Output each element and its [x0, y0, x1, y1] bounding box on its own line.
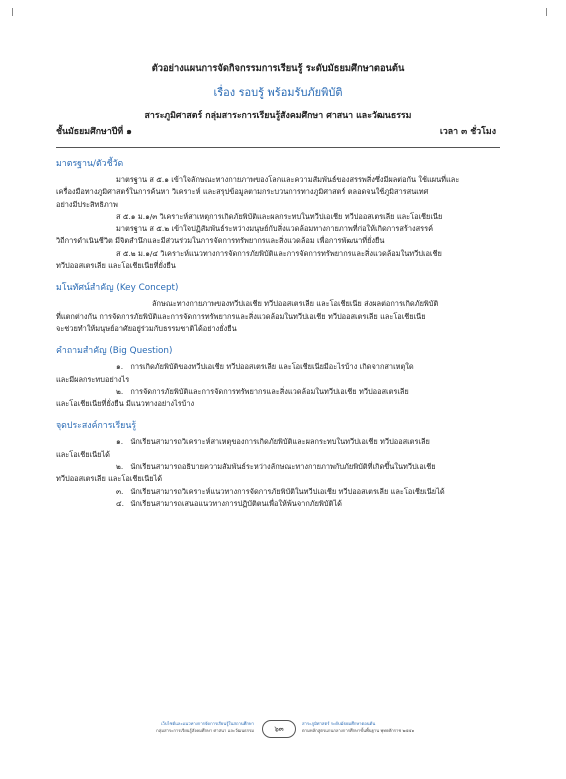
item-number: ๑.: [116, 437, 124, 447]
standards-line: วิถีการดำเนินชีวิต มีจิตสำนึกและมีส่วนร่วมในการจัดการทรัพยากรและสิ่งแวดล้อม เพื่อการพัฒนาที่ยั่งยืน: [56, 236, 385, 246]
item-text: การจัดการภัยพิบัติและการจัดการทรัพยากรและสิ่งแวดล้อมในทวีปเอเชีย ทวีปออสเตรเลีย: [130, 386, 409, 396]
objective-line: และโอเชียเนียได้: [56, 449, 110, 459]
key-concept-line: ที่แตกต่างกัน การจัดการภัยพิบัติและการจัดการทรัพยากรและสิ่งแวดล้อมในทวีปเอเชีย ทวีปออสเตรเลีย และโอเชียเนีย: [56, 311, 426, 321]
page-footer: [56, 720, 500, 742]
document-title: ตัวอย่างแผนการจัดกิจกรรมการเรียนรู้ ระดับมัธยมศึกษาตอนต้น: [151, 63, 405, 74]
standards-line: ส ๕.๑ ม.๑/๓ วิเคราะห์สาเหตุการเกิดภัยพิบัติและผลกระทบในทวีปเอเชีย ทวีปออสเตรเลีย และโอเชียเนีย: [116, 211, 443, 221]
standards-line: อย่างมีประสิทธิภาพ: [56, 199, 118, 209]
objective-line: ทวีปออสเตรเลีย และโอเชียเนียได้: [56, 474, 163, 484]
item-text: นักเรียนสามารถวิเคราะห์สาเหตุของการเกิดภัยพิบัติและผลกระทบในทวีปเอเชีย ทวีปออสเตรเลีย: [130, 437, 430, 447]
standards-line: มาตรฐาน ส ๕.๒ เข้าใจปฏิสัมพันธ์ระหว่างมนุษย์กับสิ่งแวดล้อมทางกายภาพที่ก่อให้เกิดการสร้างสรรค์: [116, 224, 434, 234]
crop-mark-right: [546, 8, 547, 16]
lesson-duration: เวลา ๓ ชั่วโมง: [439, 127, 496, 137]
grade-level: ชั้นมัธยมศึกษาปีที่ ๑: [56, 127, 132, 137]
standards-line: เครื่องมือทางภูมิศาสตร์ในการค้นหา วิเคราะห์ และสรุปข้อมูลตามกระบวนการทางภูมิศาสตร์ ตลอดจนใช้ภูมิสารสนเทศ: [56, 187, 429, 197]
header-divider: [56, 147, 500, 148]
key-concept-line: ลักษณะทางกายภาพของทวีปเอเชีย ทวีปออสเตรเลีย และโอเชียเนีย ส่งผลต่อการเกิดภัยพิบัติ: [152, 299, 439, 309]
section-heading-standards: มาตรฐาน/ตัวชี้วัด: [56, 159, 124, 169]
item-text: นักเรียนสามารถอธิบายความสัมพันธ์ระหว่างลักษณะทางกายภาพกับภัยพิบัติที่เกิดขึ้นในทวีปเอเชีย: [130, 462, 436, 472]
objective-item: [56, 498, 500, 510]
section-heading-objectives: จุดประสงค์การเรียนรู้: [56, 421, 137, 432]
standards-line: ส ๕.๒ ม.๑/๔ วิเคราะห์แนวทางการจัดการภัยพิบัติและการจัดการทรัพยากรและสิ่งแวดล้อมในทวีปเอเชีย: [116, 248, 442, 258]
grade-row: [56, 125, 500, 139]
big-question-line: และมีผลกระทบอย่างไร: [56, 374, 130, 384]
objective-item: [56, 486, 500, 498]
footer-right: [302, 720, 414, 734]
big-question-line: และโอเชียเนียที่ยั่งยืน มีแนวทางอย่างไรบ้าง: [56, 399, 195, 409]
item-number: ๑.: [116, 362, 124, 372]
item-number: ๒.: [116, 386, 124, 396]
footer-left-line: กลุ่มสาระการเรียนรู้สังคมศึกษา ศาสนา และวัฒนธรรม: [156, 728, 254, 733]
footer-right-line: สาระภูมิศาสตร์ ระดับมัธยมศึกษาตอนต้น: [302, 721, 376, 726]
standards-line: มาตรฐาน ส ๕.๑ เข้าใจลักษณะทางกายภาพของโลกและความสัมพันธ์ของสรรพสิ่งซึ่งมีผลต่อกัน ใช้แผนที่และ: [116, 175, 460, 184]
item-number: ๓.: [116, 486, 124, 496]
big-question-item: [56, 386, 500, 398]
key-concept-line: จะช่วยทำให้มนุษย์อาศัยอยู่ร่วมกับธรรมชาติได้อย่างยั่งยืน: [56, 323, 237, 333]
item-text: นักเรียนสามารถเสนอแนวทางการปฏิบัติตนเพื่อให้พ้นจากภัยพิบัติได้: [130, 498, 342, 508]
subject-line: สาระภูมิศาสตร์ กลุ่มสาระการเรียนรู้สังคมศึกษา ศาสนา และวัฒนธรรม: [144, 111, 412, 121]
footer-right-line: ตามหลักสูตรแกนกลางการศึกษาขั้นพื้นฐาน พุทธศักราช ๒๕๕๑: [302, 728, 415, 733]
document-page: [56, 62, 500, 510]
section-heading-key-concept: มโนทัศน์สำคัญ (Key Concept): [56, 283, 179, 294]
item-number: ๔.: [116, 498, 124, 508]
crop-mark-left: [12, 8, 13, 16]
objective-item: [56, 461, 500, 473]
footer-left-line: เว็บไซต์และแนวทางการจัดการเรียนรู้ในสถานศึกษา: [161, 721, 254, 726]
item-text: การเกิดภัยพิบัติของทวีปเอเชีย ทวีปออสเตรเลีย และโอเชียเนียมีอะไรบ้าง เกิดจากสาเหตุใด: [130, 362, 414, 372]
lesson-title: เรื่อง รอบรู้ พร้อมรับภัยพิบัติ: [213, 86, 343, 99]
page-number: ๖๓: [262, 720, 296, 738]
big-question-item: [56, 361, 500, 373]
objective-item: [56, 436, 500, 448]
item-number: ๒.: [116, 462, 124, 472]
section-heading-big-question: คำถามสำคัญ (Big Question): [56, 346, 173, 357]
standards-line: ทวีปออสเตรเลีย และโอเชียเนียที่ยั่งยืน: [56, 261, 176, 271]
item-text: นักเรียนสามารถวิเคราะห์แนวทางการจัดการภัยพิบัติในทวีปเอเชีย ทวีปออสเตรเลีย และโอเชียเนียได้: [130, 486, 445, 496]
footer-left: [156, 720, 254, 734]
